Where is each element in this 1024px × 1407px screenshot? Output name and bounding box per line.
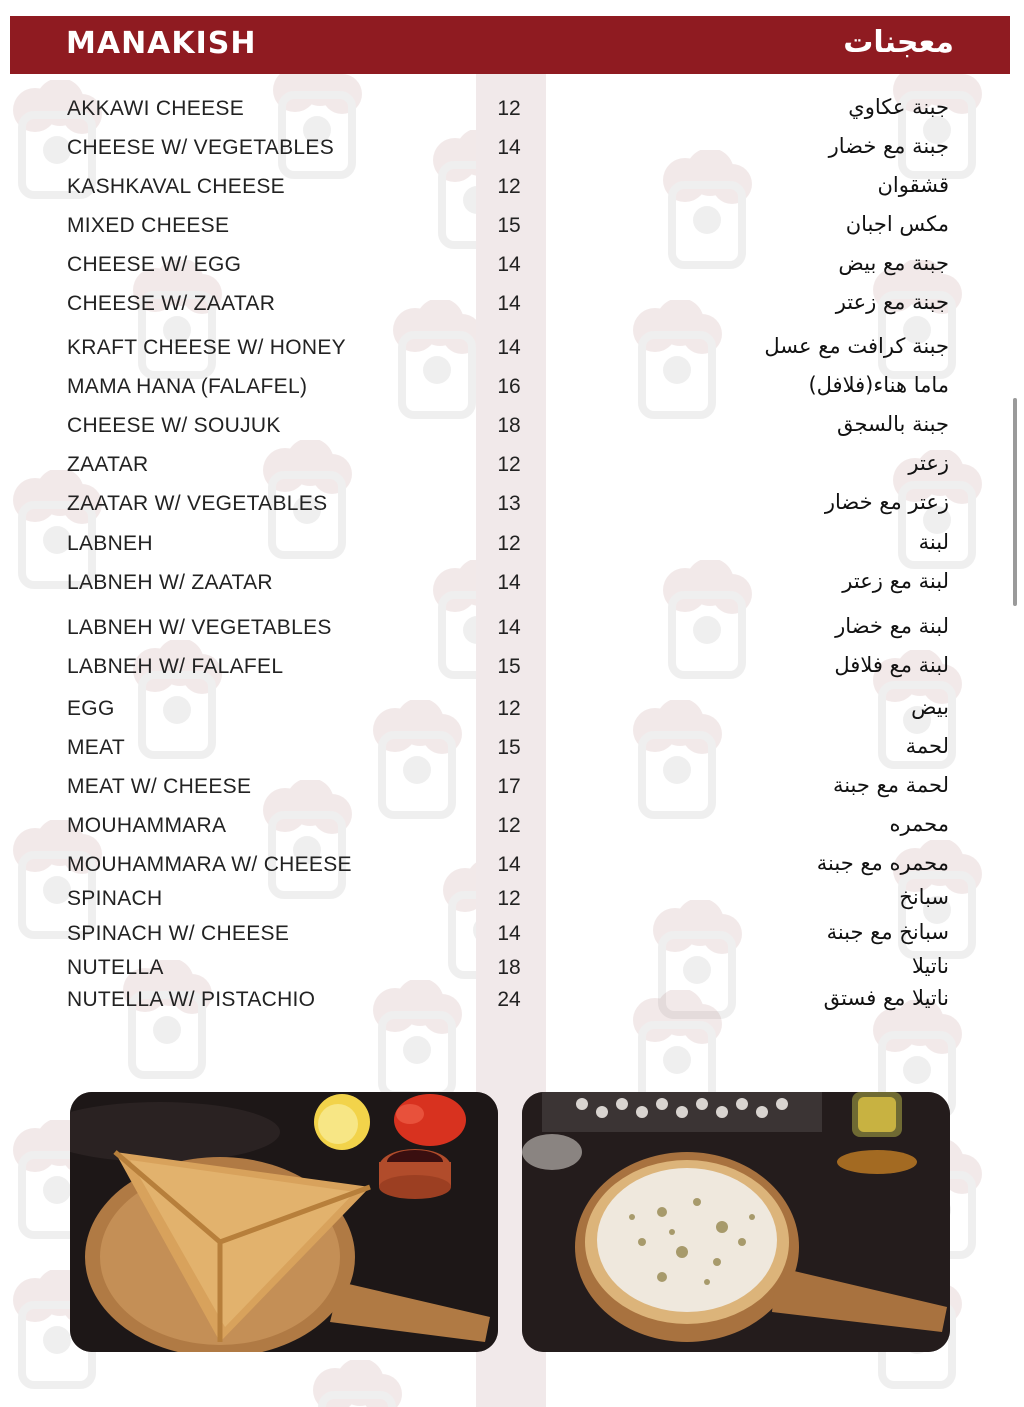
- menu-item-name-en: CHEESE W/ SOUJUK: [67, 414, 281, 437]
- menu-item-name-ar: جبنة مع خضار: [828, 134, 949, 158]
- menu-item-name-en: ZAATAR: [67, 453, 149, 476]
- menu-item-name-ar: مكس اجبان: [845, 212, 949, 236]
- menu-item-name-ar: لحمة: [905, 734, 949, 758]
- menu-item-name-en: LABNEH W/ VEGETABLES: [67, 616, 332, 639]
- menu-item-name-ar: ناتيلا مع فستق: [823, 986, 949, 1010]
- menu-item-row: [0, 292, 1024, 322]
- menu-item-name-en: CHEESE W/ EGG: [67, 253, 242, 276]
- menu-item-row: [0, 97, 1024, 127]
- menu-item-name-en: EGG: [67, 697, 115, 720]
- menu-item-name-en: LABNEH: [67, 532, 153, 555]
- menu-item-row: [0, 814, 1024, 844]
- menu-item-row: [0, 492, 1024, 522]
- menu-item-price: 14: [497, 616, 521, 639]
- menu-item-name-ar: زعتر: [908, 451, 949, 475]
- menu-item-name-ar: لبنة: [918, 530, 949, 554]
- menu-item-name-en: MOUHAMMARA: [67, 814, 227, 837]
- menu-item-price: 14: [497, 853, 521, 876]
- menu-item-price: 12: [497, 887, 521, 910]
- menu-item-price: 14: [497, 571, 521, 594]
- menu-item-row: [0, 214, 1024, 244]
- menu-item-name-ar: ناتيلا: [912, 954, 949, 978]
- menu-item-price: 12: [497, 532, 521, 555]
- menu-item-row: [0, 175, 1024, 205]
- menu-item-name-en: LABNEH W/ FALAFEL: [67, 655, 284, 678]
- menu-item-row: [0, 616, 1024, 646]
- menu-item-name-ar: لبنة مع فلافل: [834, 653, 949, 677]
- menu-item-row: [0, 697, 1024, 727]
- menu-item-price: 12: [497, 175, 521, 198]
- menu-item-price: 12: [497, 697, 521, 720]
- menu-item-name-ar: محمره مع جبنة: [816, 851, 949, 875]
- menu-item-row: [0, 571, 1024, 601]
- menu-item-price: 12: [497, 814, 521, 837]
- menu-item-price: 24: [497, 988, 521, 1011]
- menu-item-name-ar: قشقوان: [877, 173, 949, 197]
- menu-item-price: 12: [497, 97, 521, 120]
- menu-item-name-ar: جبنة مع بيض: [838, 251, 949, 275]
- menu-item-name-ar: ماما هناء(فلافل): [808, 373, 949, 397]
- menu-item-row: [0, 532, 1024, 562]
- menu-item-name-ar: محمره: [889, 812, 949, 836]
- menu-item-name-ar: بيض: [911, 695, 949, 719]
- menu-item-name-en: MAMA HANA (FALAFEL): [67, 375, 308, 398]
- menu-item-name-en: SPINACH W/ CHEESE: [67, 922, 290, 945]
- menu-item-price: 17: [497, 775, 521, 798]
- menu-item-row: [0, 336, 1024, 366]
- fatayer-pastry-photo: [70, 1092, 498, 1352]
- menu-item-name-ar: جبنة عكاوي: [848, 95, 949, 119]
- menu-item-row: [0, 736, 1024, 766]
- menu-item-name-en: MOUHAMMARA W/ CHEESE: [67, 853, 352, 876]
- menu-item-name-en: AKKAWI CHEESE: [67, 97, 244, 120]
- zaatar-labneh-manakish-photo: [522, 1092, 950, 1352]
- menu-item-name-ar: سبانخ مع جبنة: [826, 920, 949, 944]
- menu-item-row: [0, 956, 1024, 986]
- fatayer-pastry-image: [70, 1092, 498, 1352]
- menu-item-price: 15: [497, 214, 521, 237]
- menu-item-row: [0, 253, 1024, 283]
- menu-item-row: [0, 375, 1024, 405]
- section-header: [10, 16, 1010, 74]
- menu-item-price: 14: [497, 336, 521, 359]
- menu-item-name-ar: جبنة مع زعتر: [835, 290, 949, 314]
- menu-item-price: 18: [497, 956, 521, 979]
- menu-item-row: [0, 887, 1024, 917]
- menu-item-row: [0, 414, 1024, 444]
- menu-item-row: [0, 853, 1024, 883]
- menu-item-name-ar: لحمة مع جبنة: [832, 773, 949, 797]
- menu-item-price: 14: [497, 253, 521, 276]
- menu-item-row: [0, 453, 1024, 483]
- menu-item-price: 14: [497, 922, 521, 945]
- menu-item-price: 14: [497, 292, 521, 315]
- menu-item-name-en: MEAT: [67, 736, 125, 759]
- scrollbar-thumb[interactable]: [1013, 398, 1017, 606]
- menu-item-price: 15: [497, 736, 521, 759]
- menu-item-price: 12: [497, 453, 521, 476]
- menu-item-price: 16: [497, 375, 521, 398]
- menu-item-price: 13: [497, 492, 521, 515]
- menu-item-row: [0, 988, 1024, 1018]
- menu-item-name-en: KASHKAVAL CHEESE: [67, 175, 285, 198]
- menu-item-name-ar: جبنة بالسجق: [836, 412, 949, 436]
- menu-item-price: 18: [497, 414, 521, 437]
- menu-item-name-en: SPINACH: [67, 887, 163, 910]
- menu-item-price: 15: [497, 655, 521, 678]
- menu-item-price: 14: [497, 136, 521, 159]
- menu-item-row: [0, 922, 1024, 952]
- section-title-ar: معجنات: [843, 25, 954, 60]
- menu-item-name-en: NUTELLA: [67, 956, 164, 979]
- menu-item-row: [0, 655, 1024, 685]
- menu-item-name-en: NUTELLA W/ PISTACHIO: [67, 988, 316, 1011]
- zaatar-manakish-image: [522, 1092, 950, 1352]
- menu-item-name-ar: لبنة مع زعتر: [842, 569, 949, 593]
- menu-item-name-en: MIXED CHEESE: [67, 214, 230, 237]
- menu-item-name-ar: لبنة مع خضار: [835, 614, 949, 638]
- menu-item-name-en: CHEESE W/ VEGETABLES: [67, 136, 335, 159]
- menu-item-name-en: CHEESE W/ ZAATAR: [67, 292, 276, 315]
- menu-item-name-en: ZAATAR W/ VEGETABLES: [67, 492, 328, 515]
- menu-item-row: [0, 775, 1024, 805]
- menu-item-name-ar: سبانخ: [899, 885, 949, 909]
- menu-item-name-ar: جبنة كرافت مع عسل: [764, 334, 949, 358]
- menu-item-name-en: MEAT W/ CHEESE: [67, 775, 252, 798]
- menu-item-row: [0, 136, 1024, 166]
- menu-item-name-en: KRAFT CHEESE W/ HONEY: [67, 336, 346, 359]
- section-title-en: MANAKISH: [66, 26, 257, 61]
- chef-hat-watermark-icon: [300, 1360, 410, 1407]
- menu-item-name-en: LABNEH W/ ZAATAR: [67, 571, 273, 594]
- menu-item-name-ar: زعتر مع خضار: [824, 490, 949, 514]
